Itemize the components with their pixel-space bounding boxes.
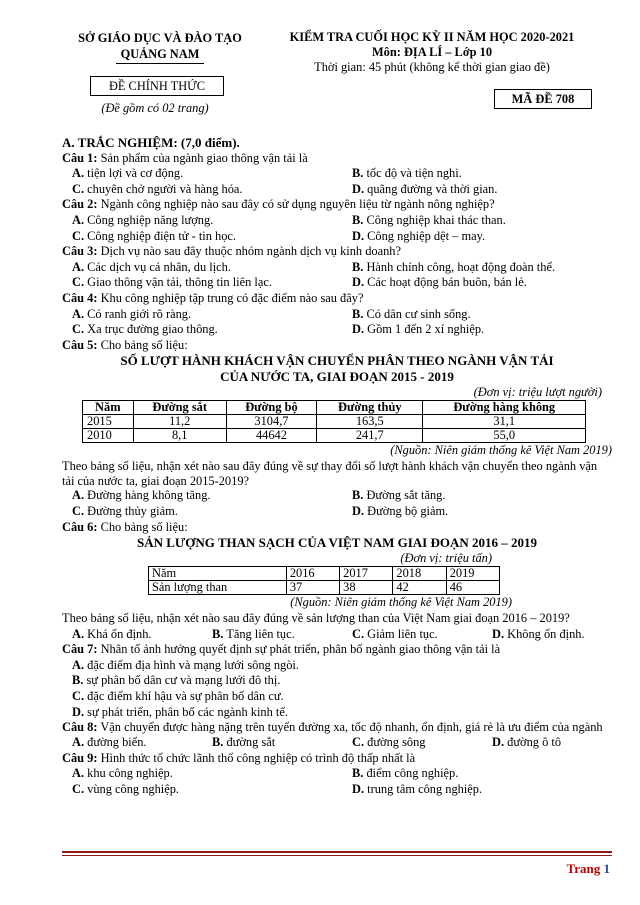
question-4	[62, 291, 612, 307]
option-row	[62, 658, 612, 674]
question-2	[62, 197, 612, 213]
issuer-line-2: QUẢNG NAM	[120, 47, 200, 61]
option-row	[62, 166, 612, 182]
option-b: B. sự phân bố dân cư và mạng lưới đô thị.	[72, 673, 281, 688]
issuer-underline	[116, 63, 204, 64]
question-text: Cho bảng số liệu:	[97, 337, 188, 352]
table-header-row	[149, 567, 500, 581]
option-row	[62, 488, 612, 504]
table-cell: 46	[446, 581, 499, 595]
table-source: (Nguồn: Niên giám thống kê Việt Nam 2019)	[390, 443, 612, 458]
option-row	[62, 322, 612, 338]
table-header-cell: Đường thủy	[317, 401, 423, 415]
table-cell: 38	[340, 581, 393, 595]
option-d: D. Không ổn định.	[492, 626, 585, 641]
option-c: C. đặc điểm khí hậu và sự phân bố dân cư.	[72, 688, 284, 703]
question-9	[62, 751, 612, 767]
question-number: Câu 1:	[62, 150, 98, 165]
question-number: Câu 8:	[62, 720, 98, 735]
option-d: D. Công nghiệp dệt – may.	[352, 228, 486, 243]
question-text: Hình thức tổ chức lãnh thổ công nghiệp có trình độ thấp nhất là	[97, 750, 416, 765]
question-7	[62, 642, 612, 658]
option-c: C. Công nghiệp điện tử - tin học.	[72, 228, 236, 243]
question-text: Dịch vụ nào sau đây thuộc nhóm ngành dịch vụ kinh doanh?	[97, 244, 401, 259]
option-row	[62, 275, 612, 291]
table-cell: 31,1	[423, 415, 586, 429]
option-row	[62, 213, 612, 229]
table-cell: 2010	[83, 429, 134, 443]
option-d: D. Các hoạt động bán buôn, bán lẻ.	[352, 275, 527, 290]
option-b: B. Có dân cư sinh sống.	[352, 306, 471, 321]
exam-code-box: MÃ ĐỀ 708	[494, 89, 592, 109]
question-8	[62, 720, 612, 735]
table-cell: 44642	[226, 429, 316, 443]
option-c: C. vùng công nghiệp.	[72, 781, 180, 796]
table-source: (Nguồn: Niên giám thống kê Việt Nam 2019)	[290, 595, 512, 610]
option-a: A. đặc điểm địa hình và mạng lưới sông ngòi.	[72, 657, 299, 672]
option-c: C. Đường thủy giảm.	[72, 504, 178, 519]
option-row	[62, 705, 612, 721]
option-a: A. khu công nghiệp.	[72, 766, 173, 781]
exam-title: KIỂM TRA CUỐI HỌC KỲ II NĂM HỌC 2020-2021	[289, 30, 575, 44]
question-number: Câu 3:	[62, 244, 98, 259]
footer-rule	[62, 851, 612, 853]
table-header-cell: Năm	[83, 401, 134, 415]
footer-rule-thin	[62, 855, 612, 856]
table-header-cell: Đường bộ	[226, 401, 316, 415]
exam-info-block	[272, 30, 592, 75]
question-text: Nhân tố ảnh hưởng quyết định sự phát triển, phân bố ngành giao thông vận tải là	[97, 642, 501, 657]
option-row	[62, 307, 612, 323]
option-row	[62, 504, 612, 520]
exam-body	[62, 135, 612, 797]
table-cell: 55,0	[423, 429, 586, 443]
option-row	[62, 782, 612, 798]
table-row	[83, 429, 586, 443]
table-header-cell: Đường hàng không	[423, 401, 586, 415]
pages-note: (Đề gồm có 02 trang)	[101, 101, 209, 115]
question-6	[62, 520, 612, 536]
exam-subject: Môn: ĐỊA LÍ – Lớp 10	[371, 45, 493, 59]
question-5	[62, 338, 612, 354]
table-title: SỐ LƯỢT HÀNH KHÁCH VẬN CHUYỂN PHÂN THEO NGÀNH VẬN TẢI	[120, 353, 554, 369]
option-row	[62, 735, 612, 751]
option-d: D. Gồm 1 đến 2 xí nghiệp.	[352, 322, 485, 337]
page-number	[567, 861, 610, 877]
question-prompt: Theo bảng số liệu, nhận xét nào sau đây đúng về sự thay đổi số lượt hành khách vận chuyển theo ngành vận tải của nước ta, giai đoạn 2015-2019?	[62, 458, 598, 488]
table-row	[83, 415, 586, 429]
option-d: D. Đường bộ giảm.	[352, 504, 449, 519]
table-cell: 37	[286, 581, 339, 595]
table-cell: 11,2	[133, 415, 226, 429]
question-text: Sản phẩm của ngành giao thông vận tải là	[97, 150, 308, 165]
table-unit: (Đơn vị: triệu tấn)	[400, 550, 492, 565]
option-b: B. tốc độ và tiện nghi.	[352, 166, 462, 181]
option-a: A. tiện lợi và cơ động.	[72, 166, 184, 181]
table-header-cell: Năm	[149, 567, 287, 581]
table-header-row	[83, 401, 586, 415]
question-text: Vận chuyển được hàng nặng trên tuyến đường xa, tốc độ nhanh, ổn định, giá rẻ là ưu điểm của ngành	[97, 720, 603, 735]
option-a: A. Đường hàng không tăng.	[72, 488, 211, 503]
option-row	[62, 673, 612, 689]
option-c: C. đường sông	[352, 735, 426, 750]
option-b: B. điểm công nghiệp.	[352, 766, 459, 781]
option-row	[62, 260, 612, 276]
table-header-cell: 2019	[446, 567, 499, 581]
issuer-block	[64, 30, 256, 64]
table-header-cell: 2017	[340, 567, 393, 581]
issuer-line-1: SỞ GIÁO DỤC VÀ ĐÀO TẠO	[78, 31, 242, 45]
question-1	[62, 151, 612, 167]
coal-table	[148, 566, 500, 595]
table-cell: 2015	[83, 415, 134, 429]
section-heading: A. TRẮC NGHIỆM: (7,0 điểm).	[62, 135, 240, 150]
option-d: D. đường ô tô	[492, 735, 562, 750]
option-b: B. Đường sắt tăng.	[352, 488, 446, 503]
table-header-cell: 2016	[286, 567, 339, 581]
option-b: B. Hành chính công, hoạt động đoàn thể.	[352, 259, 556, 274]
question-prompt: Theo bảng số liệu, nhận xét nào sau đây đúng về sản lượng than của Việt Nam giai đoạn 2016 – 2019?	[62, 611, 570, 625]
question-number: Câu 4:	[62, 290, 98, 305]
question-number: Câu 7:	[62, 642, 98, 657]
question-text: Ngành công nghiệp nào sau đây có sử dụng nguyên liệu từ ngành nông nghiệp?	[97, 197, 495, 212]
option-d: D. sự phát triển, phân bố các ngành kinh tế.	[72, 704, 288, 719]
table-cell: 3104,7	[226, 415, 316, 429]
question-number: Câu 5:	[62, 337, 98, 352]
official-badge: ĐỀ CHÍNH THỨC	[90, 76, 224, 96]
question-number: Câu 2:	[62, 197, 98, 212]
page-num: 1	[603, 861, 610, 876]
table-unit: (Đơn vị: triệu lượt người)	[473, 384, 602, 399]
option-row	[62, 766, 612, 782]
table-title: CỦA NƯỚC TA, GIAI ĐOẠN 2015 - 2019	[220, 368, 454, 384]
page-label: Trang	[566, 861, 604, 876]
table-cell: 8,1	[133, 429, 226, 443]
option-a: A. Có ranh giới rõ ràng.	[72, 306, 192, 321]
question-number: Câu 6:	[62, 519, 98, 534]
option-a: A. đường biển.	[72, 735, 147, 750]
option-row	[62, 689, 612, 705]
option-b: B. Công nghiệp khai thác than.	[352, 212, 506, 227]
table-header-cell: 2018	[393, 567, 446, 581]
table-header-cell: Đường sắt	[133, 401, 226, 415]
option-a: A. Khá ổn định.	[72, 626, 152, 641]
option-row	[62, 229, 612, 245]
table-row	[149, 581, 500, 595]
passenger-table	[82, 400, 586, 443]
option-d: D. quãng đường và thời gian.	[352, 181, 498, 196]
exam-time: Thời gian: 45 phút (không kể thời gian giao đề)	[314, 60, 550, 74]
question-text: Cho bảng số liệu:	[97, 519, 188, 534]
question-number: Câu 9:	[62, 750, 98, 765]
table-cell: 42	[393, 581, 446, 595]
question-3	[62, 244, 612, 260]
option-row	[62, 182, 612, 198]
option-c: C. Xa trục đường giao thông.	[72, 322, 218, 337]
option-c: C. chuyên chở người và hàng hóa.	[72, 181, 243, 196]
table-title: SẢN LƯỢNG THAN SẠCH CỦA VIỆT NAM GIAI ĐOẠN 2016 – 2019	[136, 535, 538, 551]
option-a: A. Các dịch vụ cá nhân, du lịch.	[72, 259, 231, 274]
option-row	[62, 627, 612, 643]
option-b: B. Tăng liên tục.	[212, 626, 295, 641]
option-d: D. trung tâm công nghiệp.	[352, 781, 483, 796]
table-cell: 163,5	[317, 415, 423, 429]
option-a: A. Công nghiệp năng lượng.	[72, 212, 214, 227]
option-c: C. Giảm liên tục.	[352, 626, 438, 641]
option-c: C. Giao thông vận tải, thông tin liên lạc.	[72, 275, 272, 290]
option-b: B. đường sắt	[212, 735, 276, 750]
table-cell: 241,7	[317, 429, 423, 443]
question-text: Khu công nghiệp tập trung có đặc điểm nào sau đây?	[97, 290, 364, 305]
table-cell: Sản lượng than	[149, 581, 287, 595]
